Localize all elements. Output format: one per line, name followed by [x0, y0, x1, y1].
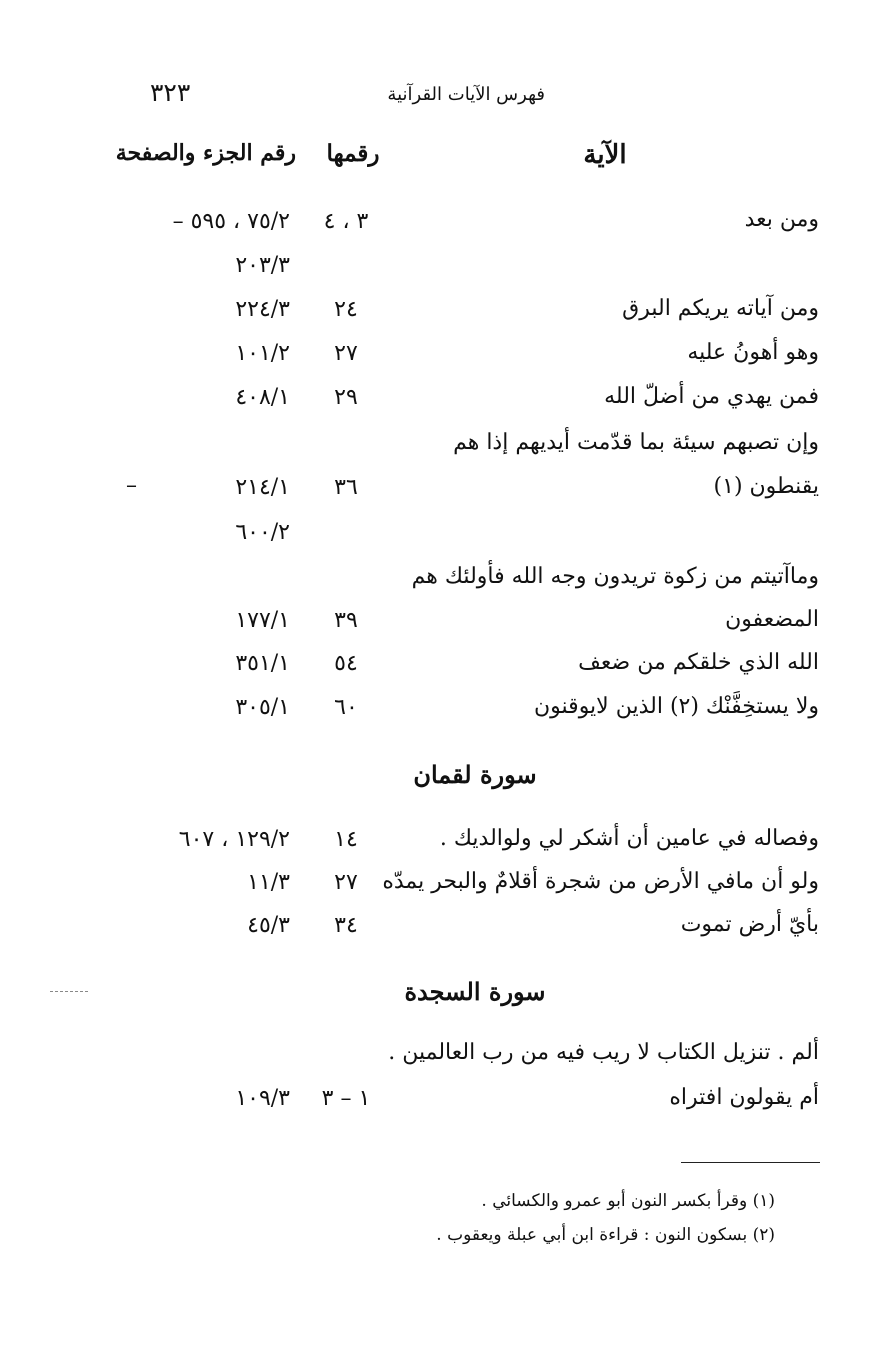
verse-text: ولا يستخِفَّنْك (٢) الذين لايوقنون	[534, 694, 819, 719]
margin-mark	[50, 991, 88, 992]
verse-reference: ٣٥١/١	[235, 651, 290, 676]
verse-text: فمن يهدي من أضلّ الله	[604, 384, 819, 409]
verse-number: ١٤	[334, 827, 358, 852]
verse-text: وفصاله في عامين أن أشكر لي ولوالديك .	[439, 826, 819, 851]
verse-text: أم يقولون افتراه	[669, 1085, 819, 1110]
verse-number: ٢٧	[334, 341, 358, 366]
verse-reference: ١٧٧/١	[235, 608, 290, 633]
column-header-number: رقمها	[326, 140, 380, 167]
verse-text: وإن تصبهم سيئة بما قدّمت أيديهم إذا هم	[453, 430, 819, 455]
running-title: فهرس الآيات القرآنية	[387, 84, 545, 105]
surah-heading-sajda: سورة السجدة	[404, 977, 546, 1006]
verse-reference: ٧٥/٢ ، ٥٩٥ –	[172, 209, 290, 234]
verse-number: ٢٧	[334, 870, 358, 895]
verse-text: ألم . تنزيل الكتاب لا ريب فيه من رب العالمين .	[388, 1040, 819, 1065]
continuation-dash: –	[126, 473, 137, 498]
verse-text: يقنطون (١)	[713, 474, 819, 499]
verse-text: وهو أهونُ عليه	[687, 340, 819, 365]
verse-reference: ٢٢٤/٣	[235, 297, 290, 322]
verse-number: ١ – ٣	[321, 1086, 371, 1111]
verse-reference: ١٠٩/٣	[235, 1086, 290, 1111]
verse-text: ومن آياته يريكم البرق	[622, 296, 819, 321]
footnote-rule	[681, 1162, 820, 1163]
verse-text: ومن بعد	[744, 207, 819, 232]
verse-number: ٣٦	[334, 475, 358, 500]
verse-text: بأيّ أرض تموت	[680, 912, 819, 937]
verse-reference: ١١/٣	[247, 870, 290, 895]
verse-reference: ٤٠٨/١	[235, 385, 290, 410]
verse-text: وماآتيتم من زكوة تريدون وجه الله فأولئك هم	[411, 564, 819, 589]
footnote: (٢) بسكون النون : قراءة ابن أبي عبلة ويعقوب .	[436, 1225, 775, 1245]
verse-number: ٣٩	[334, 608, 358, 633]
verse-text: الله الذي خلقكم من ضعف	[578, 650, 819, 675]
surah-heading-luqman: سورة لقمان	[413, 760, 537, 789]
footnote: (١) وقرأ بكسر النون أبو عمرو والكسائي .	[481, 1191, 775, 1211]
page-number: ٣٢٣	[150, 78, 191, 107]
verse-reference: ١٠١/٢	[235, 341, 290, 366]
verse-number: ٥٤	[334, 651, 358, 676]
verse-text: المضعفون	[725, 607, 819, 632]
verse-reference: ٦٠٠/٢	[235, 520, 290, 545]
verse-number: ٣٤	[334, 913, 358, 938]
verse-number: ٢٤	[334, 297, 358, 322]
verse-reference: ٢١٤/١	[235, 475, 290, 500]
verse-number: ٣ ، ٤	[323, 209, 369, 234]
verse-number: ٦٠	[334, 695, 358, 720]
verse-reference: ٢٠٣/٣	[235, 253, 290, 278]
column-header-reference: رقم الجزء والصفحة	[115, 140, 296, 166]
column-header-verse: الآية	[583, 140, 627, 170]
verse-reference: ٤٥/٣	[247, 913, 290, 938]
verse-reference: ١٢٩/٢ ، ٦٠٧	[178, 827, 290, 852]
verse-reference: ٣٠٥/١	[235, 695, 290, 720]
verse-text: ولو أن مافي الأرض من شجرة أقلامٌ والبحر يمدّه	[382, 869, 819, 894]
verse-number: ٢٩	[334, 385, 358, 410]
